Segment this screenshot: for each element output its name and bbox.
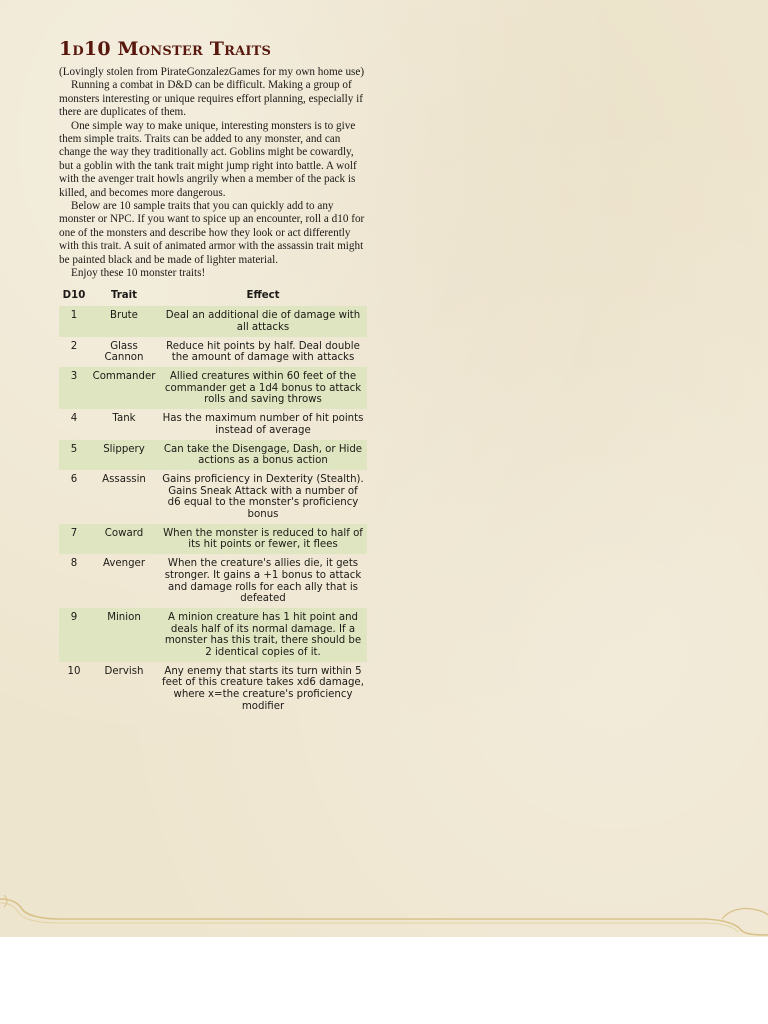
table-row <box>59 608 367 662</box>
header-effect: Effect <box>246 289 280 301</box>
header-trait: Trait <box>110 289 138 301</box>
intro-text <box>59 66 367 281</box>
intro-paragraph: (Lovingly stolen from PirateGonzalezGames for my own home use) <box>59 66 365 78</box>
page-title: 1d10 Monster Traits <box>59 38 272 60</box>
roll-cell: 2 <box>70 340 78 352</box>
roll-cell: 10 <box>67 665 81 677</box>
roll-cell: 6 <box>70 473 78 485</box>
trait-cell: Avenger <box>102 558 146 570</box>
effect-cell: A minion creature has 1 hit point and deals half of its normal damage. If a monster has this trait, there should be 2 identical copies of it. <box>159 608 367 662</box>
table-row <box>59 662 367 716</box>
roll-cell: 7 <box>59 524 89 554</box>
header-d10: D10 <box>62 289 86 301</box>
intro-paragraph: Running a combat in D&D can be difficult. Making a group of monsters interesting or unique requires effort planning, especially if there are duplicates of them. <box>59 79 363 119</box>
roll-cell: 3 <box>59 367 89 409</box>
roll-cell: 5 <box>59 440 89 470</box>
intro-paragraph: Enjoy these 10 monster traits! <box>71 267 206 280</box>
document-content <box>59 36 367 716</box>
effect-cell: Gains proficiency in Dexterity (Stealth). Gains Sneak Attack with a number of d6 equal to the monster's proficiency bonus <box>162 473 364 521</box>
footer-ornament-border <box>0 893 768 937</box>
table-header-row <box>59 286 367 307</box>
trait-cell: Commander <box>89 367 159 409</box>
table-row <box>59 470 367 524</box>
effect-cell: Can take the Disengage, Dash, or Hide actions as a bonus action <box>159 440 367 470</box>
effect-cell: When the monster is reduced to half of its hit points or fewer, it flees <box>159 524 367 554</box>
roll-cell: 8 <box>70 558 78 570</box>
table-row <box>59 409 367 439</box>
effect-cell: When the creature's allies die, it gets stronger. It gains a +1 bonus to attack and damage rolls for each ally that is defeated <box>164 558 362 605</box>
table-row <box>59 306 367 336</box>
intro-paragraph: One simple way to make unique, interesting monsters is to give them simple traits. Traits can be added to any monster, and can change the way they traditionally act. Goblins might be cowardly, but a goblin with the tank trait might jump right into battle. A wolf with the avenger trait howls angrily when a member of the pack is killed, and becomes more dangerous. <box>59 119 357 199</box>
trait-cell: Assassin <box>102 473 146 485</box>
intro-paragraph: Below are 10 sample traits that you can quickly add to any monster or NPC. If you want to spice up an encounter, roll a d10 for one of the monsters and describe how they look or act differently with this trait. A suit of animated armor with the assassin trait might be painted black and be made of lighter material. <box>59 200 365 266</box>
effect-cell: Any enemy that starts its turn within 5 feet of this creature takes xd6 damage, where x=the creature's proficiency modifier <box>162 665 364 712</box>
table-row <box>59 440 367 470</box>
effect-cell: Reduce hit points by half. Deal double the amount of damage with attacks <box>166 340 360 364</box>
effect-cell: Deal an additional die of damage with all attacks <box>159 306 367 336</box>
monster-traits-table <box>59 286 367 716</box>
trait-cell: Minion <box>89 608 159 662</box>
roll-cell: 4 <box>70 413 78 425</box>
table-row <box>59 367 367 409</box>
trait-cell: Dervish <box>104 665 144 677</box>
table-row <box>59 524 367 554</box>
roll-cell: 1 <box>59 306 89 336</box>
trait-cell: Tank <box>112 413 136 425</box>
table-row <box>59 337 367 367</box>
roll-cell: 9 <box>59 608 89 662</box>
trait-cell: Glass Cannon <box>104 340 144 364</box>
effect-cell: Allied creatures within 60 feet of the commander get a 1d4 bonus to attack rolls and saving throws <box>159 367 367 409</box>
trait-cell: Brute <box>89 306 159 336</box>
table-row <box>59 554 367 608</box>
trait-cell: Coward <box>89 524 159 554</box>
trait-cell: Slippery <box>89 440 159 470</box>
effect-cell: Has the maximum number of hit points instead of average <box>162 413 364 436</box>
